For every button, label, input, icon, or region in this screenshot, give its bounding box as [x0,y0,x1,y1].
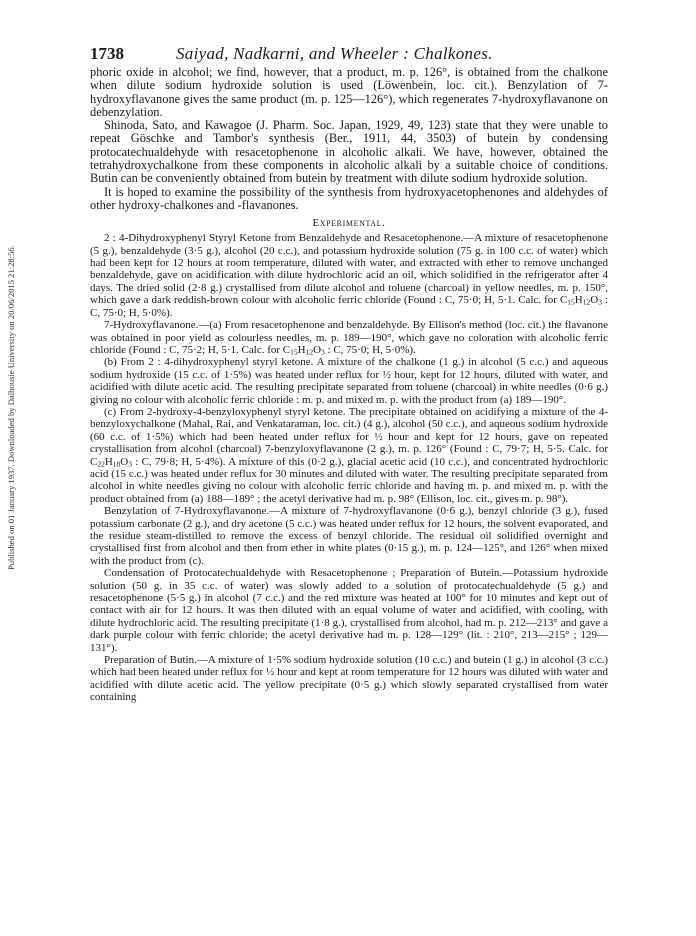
experimental-paragraph: Benzylation of 7-Hydroxyflavanone.—A mixture of 7-hydroxyflavanone (0·6 g.), benzyl chloride (3 g.), fused potassium carbonate (2 g.), and dry acetone (5 c.c.) was heated under reflux for 12 hours, the solvent evaporated, and the residue steam-distilled to remove the excess of benzyl chloride. The residual oil solidified overnight and crystallised first from alcohol and then from ether in white plates (0·15 g.), m. p. 124—125°, and 126° when mixed with the product from (c). [90,505,608,567]
page-number: 1738 [90,44,124,63]
experimental-paragraph: Preparation of Butin.—A mixture of 1·5% sodium hydroxide solution (10 c.c.) and butein (1 g.) in alcohol (3 c.c.) which had been heated under reflux for ½ hour and kept at room temperature for 12 hours was diluted with water and acidified with dilute acetic acid. The yellow precipitate (0·5 g.) which slowly separated crystallised from water containing [90,654,608,704]
intro-paragraph: It is hoped to examine the possibility of the synthesis from hydroxyacetophenones and aldehydes of other hydroxy-chalkones and -flavanones. [90,184,608,212]
page-header [90,44,608,64]
intro-paragraph: Shinoda, Sato, and Kawagoe (J. Pharm. Soc. Japan, 1929, 49, 123) state that they were unable to repeat Göschke and Tambor's synthesis (Ber., 1911, 44, 3503) of butein by condensing protocatechualdehyde with resacetophenone in alcoholic alkali. We have, however, obtained the tetrahydroxychalkone from these components in alcoholic alkali by a suitable choice of conditions. Butin can be conveniently obtained from butein by treatment with dilute sodium hydroxide solution. [90,118,608,186]
download-notice: Published on 01 January 1937. Downloaded by Dalhousie University on 20/06/2015 21:28:56. [6,245,16,570]
page-body [90,44,608,704]
intro-paragraph: phoric oxide in alcohol; we find, however, that a product, m. p. 126°, is obtained from the chalkone when dilute sodium hydroxide solution is used (Löwenbein, loc. cit.). Benzylation of 7-hydroxyflavanone gives the same product (m. p. 125—126°), which regenerates 7-hydroxyflavanone on debenzylation. [90,65,608,119]
experimental-paragraph: (c) From 2-hydroxy-4-benzyloxyphenyl styryl ketone. The precipitate obtained on acidifying a mixture of the 4-benzyloxychalkone (Mahal, Rai, and Venkataraman, loc. cit.) (4 g.), alcohol (50 c.c.), and aqueous sodium hydroxide (60 c.c. of 1·5%) which had been heated under reflux for ½ hour and kept for 12 hours, gave on repeated crystallisation from alcohol (charcoal) 7-benzyloxyflavanone (2 g.), m. p. 126° (Found : C, 79·7; H, 5·5. Calc. for $C_{22}H_{18}O_3$ : C, 79·8; H, 5·4%). A mixture of this (0·2 g.), glacial acetic acid (10 c.c.), and concentrated hydrochloric acid (15 c.c.) was heated under reflux for 30 minutes and diluted with water. The resulting precipitate separated from alcohol in white needles giving no colour with alcoholic ferric chloride and having m. p. and mixed m. p. with the product obtained from (a) 188—189° ; the acetyl derivative had m. p. 98° (Ellison, loc. cit., gives m. p. 98°). [90,405,608,505]
experimental-paragraph: (b) From 2 : 4-dihydroxyphenyl styryl ketone. A mixture of the chalkone (1 g.) in alcohol (5 c.c.) and aqueous sodium hydroxide (15 c.c. of 1·5%) was heated under reflux for ½ hour, kept for 12 hours, diluted with water, and acidified with dilute acetic acid. The resulting precipitate separated from toluene (charcoal) in white needles (0·6 g.) giving no colour with alcoholic ferric chloride : m. p. and mixed m. p. with the product from (a) 189—190°. [90,356,608,406]
running-head: Saiyad, Nadkarni, and Wheeler : Chalkones. [176,44,493,63]
intro-section [90,66,608,212]
section-heading: Experimental. [312,217,386,230]
experimental-paragraph: 7-Hydroxyflavanone.—(a) From resacetophenone and benzaldehyde. By Ellison's method (loc. cit.) the flavanone was obtained in poor yield as colourless needles, m. p. 189—190°, which gave no coloration with alcoholic ferric chloride (Found : C, 75·2; H, 5·1. Calc. for $C_{15}H_{12}O_3$ : C, 75·0; H, 5·0%). [90,319,608,357]
experimental-paragraph: 2 : 4-Dihydroxyphenyl Styryl Ketone from Benzaldehyde and Resacetophenone.—A mixture of resacetophenone (5 g.), benzaldehyde (3·5 g.), alcohol (20 c.c.), and potassium hydroxide solution (75 g. in 100 c.c. of water) which had been kept for 12 hours at room temperature, diluted with water, and extracted with ether to remove unchanged benzaldehyde, gave on acidification with dilute hydrochloric acid an oil, which solidified in the refrigerator after 4 days. The dried solid (2·8 g.) crystallised from dilute alcohol and toluene (charcoal) in yellow needles, m. p. 150°, which gave a dark reddish-brown colour with alcoholic ferric chloride (Found : C, 75·0; H, 5·1. Calc. for $C_{15}H_{12}O_3$ : C, 75·0; H, 5·0%). [90,232,609,319]
experimental-section [90,232,608,703]
experimental-paragraph: Condensation of Protocatechualdehyde with Resacetophenone ; Preparation of Butein.—Potassium hydroxide solution (50 g. in 35 c.c. of water) was slowly added to a solution of protocatechualdehyde (5 g.) and resacetophenone (5·5 g.) in alcohol (7 c.c.) and the red mixture was heated at 100° for 10 minutes and kept out of contact with air for 12 hours. It was then diluted with an equal volume of water and acidified, with cooling, with dilute hydrochloric acid. The resulting precipitate (1·8 g.), crystallised from alcohol, had m. p. 212—213° and gave a dark purple colour with ferric chloride; the acetyl derivative had m. p. 128—129° (lit. : 210°, 213—215° ; 129—131°). [90,567,608,654]
